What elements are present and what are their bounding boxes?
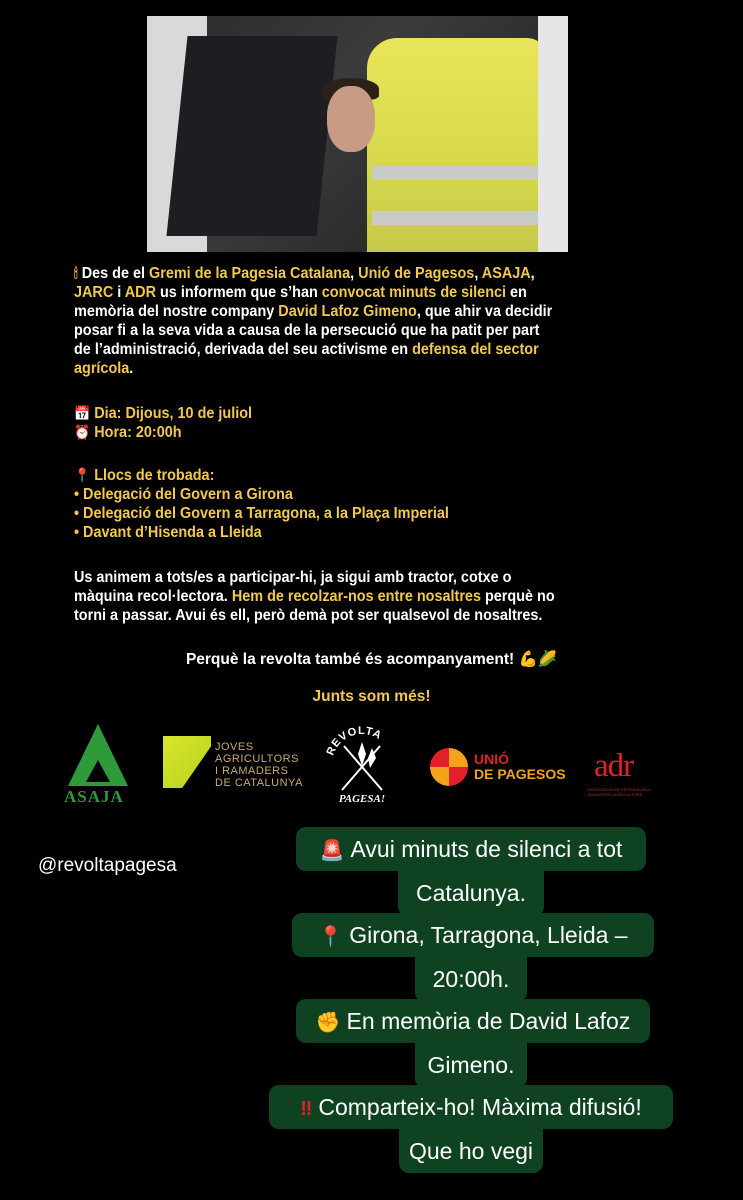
- announcement-paragraph: 🕯 Des de el Gremi de la Pagesia Catalana, Unió de Pagesos, ASAJA, JARC i ADR us informem que s’han convocat minuts de silenci en memòria del nostre company David Lafoz Gimeno, que ahir va decidir posar fi a la seva vida a causa de la persecució que ha patit per part de l’administració, derivada del seu activisme en defensa del sector agrícola.: [74, 265, 553, 377]
- svg-text:PAGESA!: PAGESA!: [338, 793, 386, 805]
- alarm-clock-icon: ⏰: [74, 424, 91, 440]
- list-item: • Delegació del Govern a Tarragona, a la Plaça Imperial: [74, 505, 449, 522]
- calendar-icon: 📅: [74, 405, 91, 421]
- pin-icon: 📍: [74, 467, 91, 483]
- list-item: • Delegació del Govern a Girona: [74, 486, 293, 503]
- overlay-line: ✊ En memòria de David Lafoz: [296, 999, 650, 1043]
- overlay-line: Que ho vegi: [399, 1129, 543, 1173]
- fist-icon: ✊: [315, 1012, 341, 1034]
- revolta-pagesa-logo: [322, 726, 402, 806]
- pin-icon: 📍: [318, 926, 344, 948]
- candle-icon: 🕯: [74, 265, 78, 281]
- slogan-accompaniment: Perquè la revolta també és acompanyament! 💪🌽: [185, 651, 558, 668]
- overlay-line: 20:00h.: [415, 957, 527, 1001]
- overlay-line: 🚨 Avui minuts de silenci a tot: [296, 827, 646, 871]
- tractor-driver-photo: [147, 16, 568, 252]
- call-to-action-paragraph: Us animem a tots/es a participar-hi, ja sigui amb tractor, cotxe o màquina recol·lectora. Hem de recolzar-nos entre nosaltres perquè no torni a passar. Avui és ell, però demà pot ser qualsevol de nosaltres.: [74, 569, 555, 624]
- slogan-junts: Junts som més!: [312, 688, 431, 705]
- svg-text:REVOLTA: REVOLTA: [324, 726, 385, 758]
- meeting-places: 📍 Llocs de trobada: • Delegació del Govern a Girona • Delegació del Govern a Tarragona, a la Plaça Imperial • Davant d’Hisenda a Lleida: [74, 466, 632, 542]
- overlay-line: ‼ Comparteix-ho! Màxima difusió!: [269, 1085, 673, 1129]
- list-item: • Davant d’Hisenda a Lleida: [74, 524, 262, 541]
- overlay-line: 📍 Girona, Tarragona, Lleida –: [292, 913, 654, 957]
- account-handle: @revoltapagesa: [38, 855, 177, 876]
- event-details: 📅 Dia: Dijous, 10 de juliol ⏰ Hora: 20:00h: [74, 405, 253, 441]
- double-exclamation-icon: ‼: [300, 1098, 313, 1120]
- siren-icon: 🚨: [319, 840, 345, 862]
- overlay-line: Catalunya.: [398, 871, 544, 915]
- overlay-line: Gimeno.: [415, 1043, 527, 1087]
